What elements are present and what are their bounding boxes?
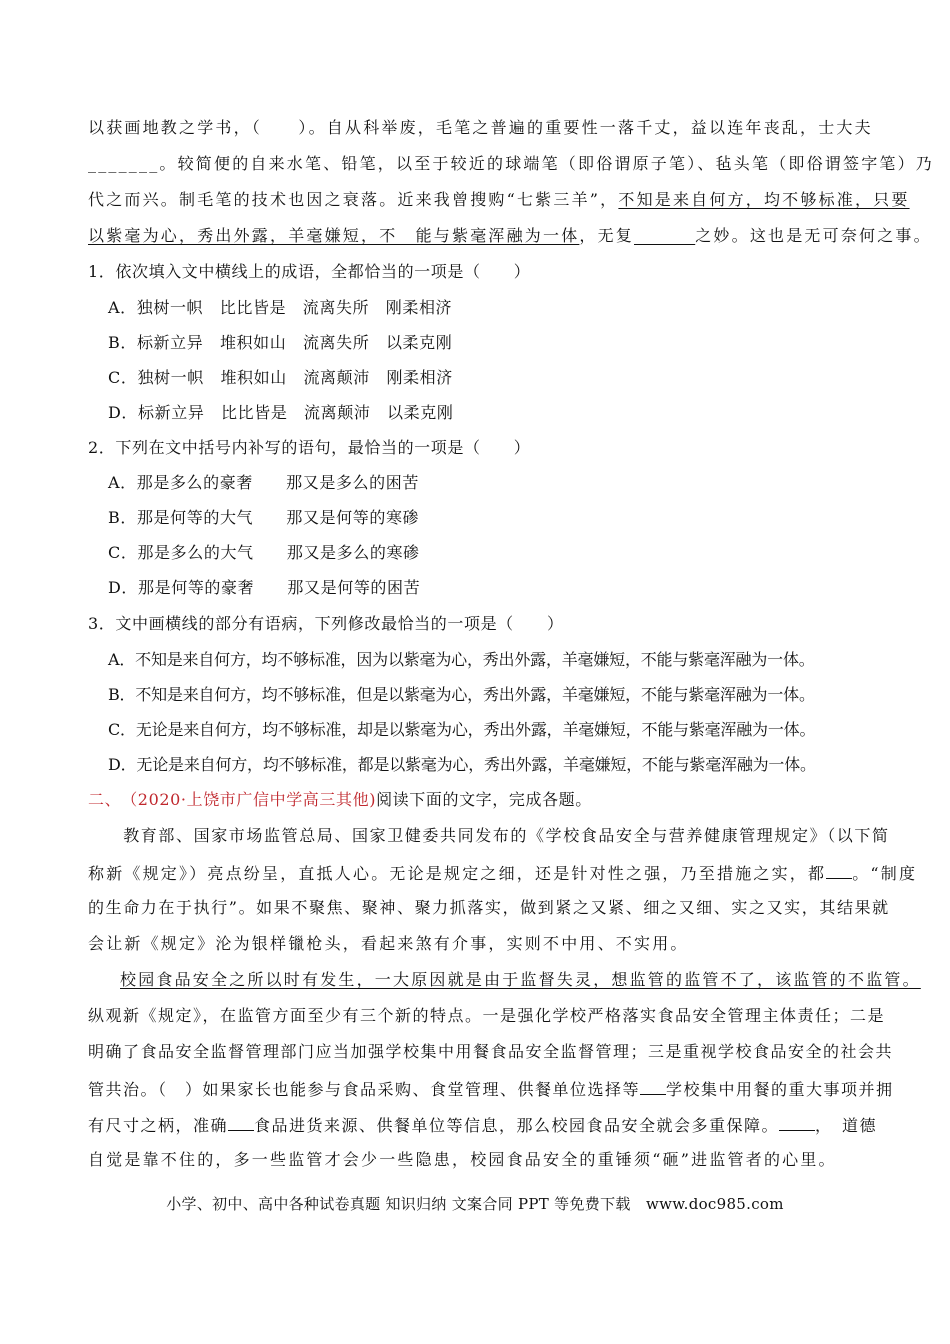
question-3-option-c: C．无论是来自何方，均不够标准，却是以紫毫为心，秀出外露，羊毫嫌短，不能与紫毫浑融为一体。 bbox=[108, 720, 816, 739]
passage1-line-1: 以获画地教之学书，（ ）。自从科举废，毛笔之普遍的重要性一落千丈，益以连年丧乱，士大夫 bbox=[88, 118, 873, 137]
passage1-line-3: 代之而兴。制毛笔的技术也因之衰落。近来我曾搜购“七紫三羊”，不知是来自何方，均不够标准，只要 bbox=[88, 190, 910, 209]
question-1-stem: 1．依次填入文中横线上的成语，全都恰当的一项是（ ） bbox=[88, 262, 531, 281]
question-2-option-b: B．那是何等的大气 那又是何等的寒碜 bbox=[108, 508, 420, 527]
question-1-option-a: A．独树一帜 比比皆是 流离失所 刚柔相济 bbox=[108, 298, 453, 317]
question-2-option-a: A．那是多么的豪奢 那又是多么的困苦 bbox=[108, 473, 419, 492]
passage2-line-1: 教育部、国家市场监管总局、国家卫健委共同发布的《学校食品安全与营养健康管理规定》（以下简 bbox=[88, 826, 890, 845]
question-2-stem: 2．下列在文中括号内补写的语句，最恰当的一项是（ ） bbox=[88, 438, 531, 457]
question-1-option-d: D．标新立异 比比皆是 流离颠沛 以柔克刚 bbox=[108, 403, 454, 422]
passage2-line-4: 会让新《规定》沦为银样镴枪头，看起来煞有介事，实则不中用、不实用。 bbox=[88, 934, 689, 953]
fill-blank bbox=[640, 1078, 666, 1095]
passage2-line-7: 明确了食品安全监督管理部门应当加强学校集中用餐食品安全监督管理；三是重视学校食品安全的社会共 bbox=[88, 1042, 894, 1061]
question-2-option-c: C．那是多么的大气 那又是多么的寒碜 bbox=[108, 543, 420, 562]
passage2-line-10: 自觉是靠不住的，多一些监管才会少一些隐患，校园食品安全的重锤须“砸”进监管者的心里。 bbox=[88, 1150, 837, 1169]
fill-blank: ______ bbox=[634, 226, 696, 245]
section-2-heading bbox=[88, 790, 592, 810]
passage2-line-9: 有尺寸之柄，准确 食品进货来源、供餐单位等信息，那么校园食品安全就会多重保障。 ， 道德 bbox=[88, 1116, 878, 1135]
fill-blank bbox=[228, 1114, 254, 1131]
source-label: （2020·上饶市广信中学高三其他) bbox=[129, 790, 377, 809]
underlined-sentence: 校园食品安全之所以时有发生，一大原因就是由于监督失灵，想监管的监管不了，该监管的不监管。 bbox=[120, 970, 921, 989]
question-1-option-c: C．独树一帜 堆积如山 流离颠沛 刚柔相济 bbox=[108, 368, 453, 387]
fill-blank: _______ bbox=[88, 154, 160, 173]
passage2-line-6: 纵观新《规定》，在监管方面至少有三个新的特点。一是强化学校严格落实食品安全管理主体责任；二是 bbox=[88, 1006, 886, 1025]
section-number: 二、 bbox=[88, 790, 122, 809]
question-3-option-d: D．无论是来自何方，均不够标准，都是以紫毫为心，秀出外露，羊毫嫌短，不能与紫毫浑融为一体。 bbox=[108, 755, 816, 774]
passage2-line-3: 的生命力在于执行”。如果不聚焦、聚神、聚力抓落实，做到紧之又紧、细之又细、实之又实，其结果就 bbox=[88, 898, 890, 917]
question-2-option-d: D．那是何等的豪奢 那又是何等的困苦 bbox=[108, 578, 421, 597]
passage2-line-5 bbox=[120, 970, 921, 990]
passage2-line-2: 称新《规定》）亮点纷呈，直抵人心。无论是规定之细，还是针对性之强，乃至措施之实，都 。“制度 bbox=[88, 864, 918, 883]
question-3-stem: 3．文中画横线的部分有语病，下列修改最恰当的一项是（ ） bbox=[88, 614, 564, 633]
passage1-line-2: _______。较简便的自来水笔、铅笔，以至于较近的球端笔（即俗谓原子笔）、毡头笔（即俗谓签字笔）乃 bbox=[88, 154, 935, 173]
section-instruction: 阅读下面的文字，完成各题。 bbox=[376, 790, 592, 809]
question-1-option-b: B．标新立异 堆积如山 流离失所 以柔克刚 bbox=[108, 333, 453, 352]
passage1-line-4: 以紫毫为心，秀出外露，羊毫嫌短，不 能与紫毫浑融为一体，无复______之妙。这也是无可奈何之事。 bbox=[88, 226, 932, 245]
page-footer: 小学、初中、高中各种试卷真题 知识归纳 文案合同 PPT 等免费下载 www.doc985.com bbox=[166, 1195, 784, 1213]
underlined-sentence-cont: 以紫毫为心，秀出外露，羊毫嫌短，不 能与紫毫浑融为一体 bbox=[88, 226, 580, 245]
passage2-line-8: 管共治。（ ）如果家长也能参与食品采购、食堂管理、供餐单位选择等 学校集中用餐的重大事项并拥 bbox=[88, 1080, 894, 1099]
question-3-option-a: A．不知是来自何方，均不够标准，因为以紫毫为心，秀出外露，羊毫嫌短，不能与紫毫浑融为一体。 bbox=[108, 650, 815, 669]
question-3-option-b: B．不知是来自何方，均不够标准，但是以紫毫为心，秀出外露，羊毫嫌短，不能与紫毫浑融为一体。 bbox=[108, 685, 815, 704]
underlined-sentence: 不知是来自何方，均不够标准，只要 bbox=[618, 190, 910, 209]
fill-blank bbox=[779, 1114, 815, 1131]
fill-blank bbox=[826, 862, 852, 879]
